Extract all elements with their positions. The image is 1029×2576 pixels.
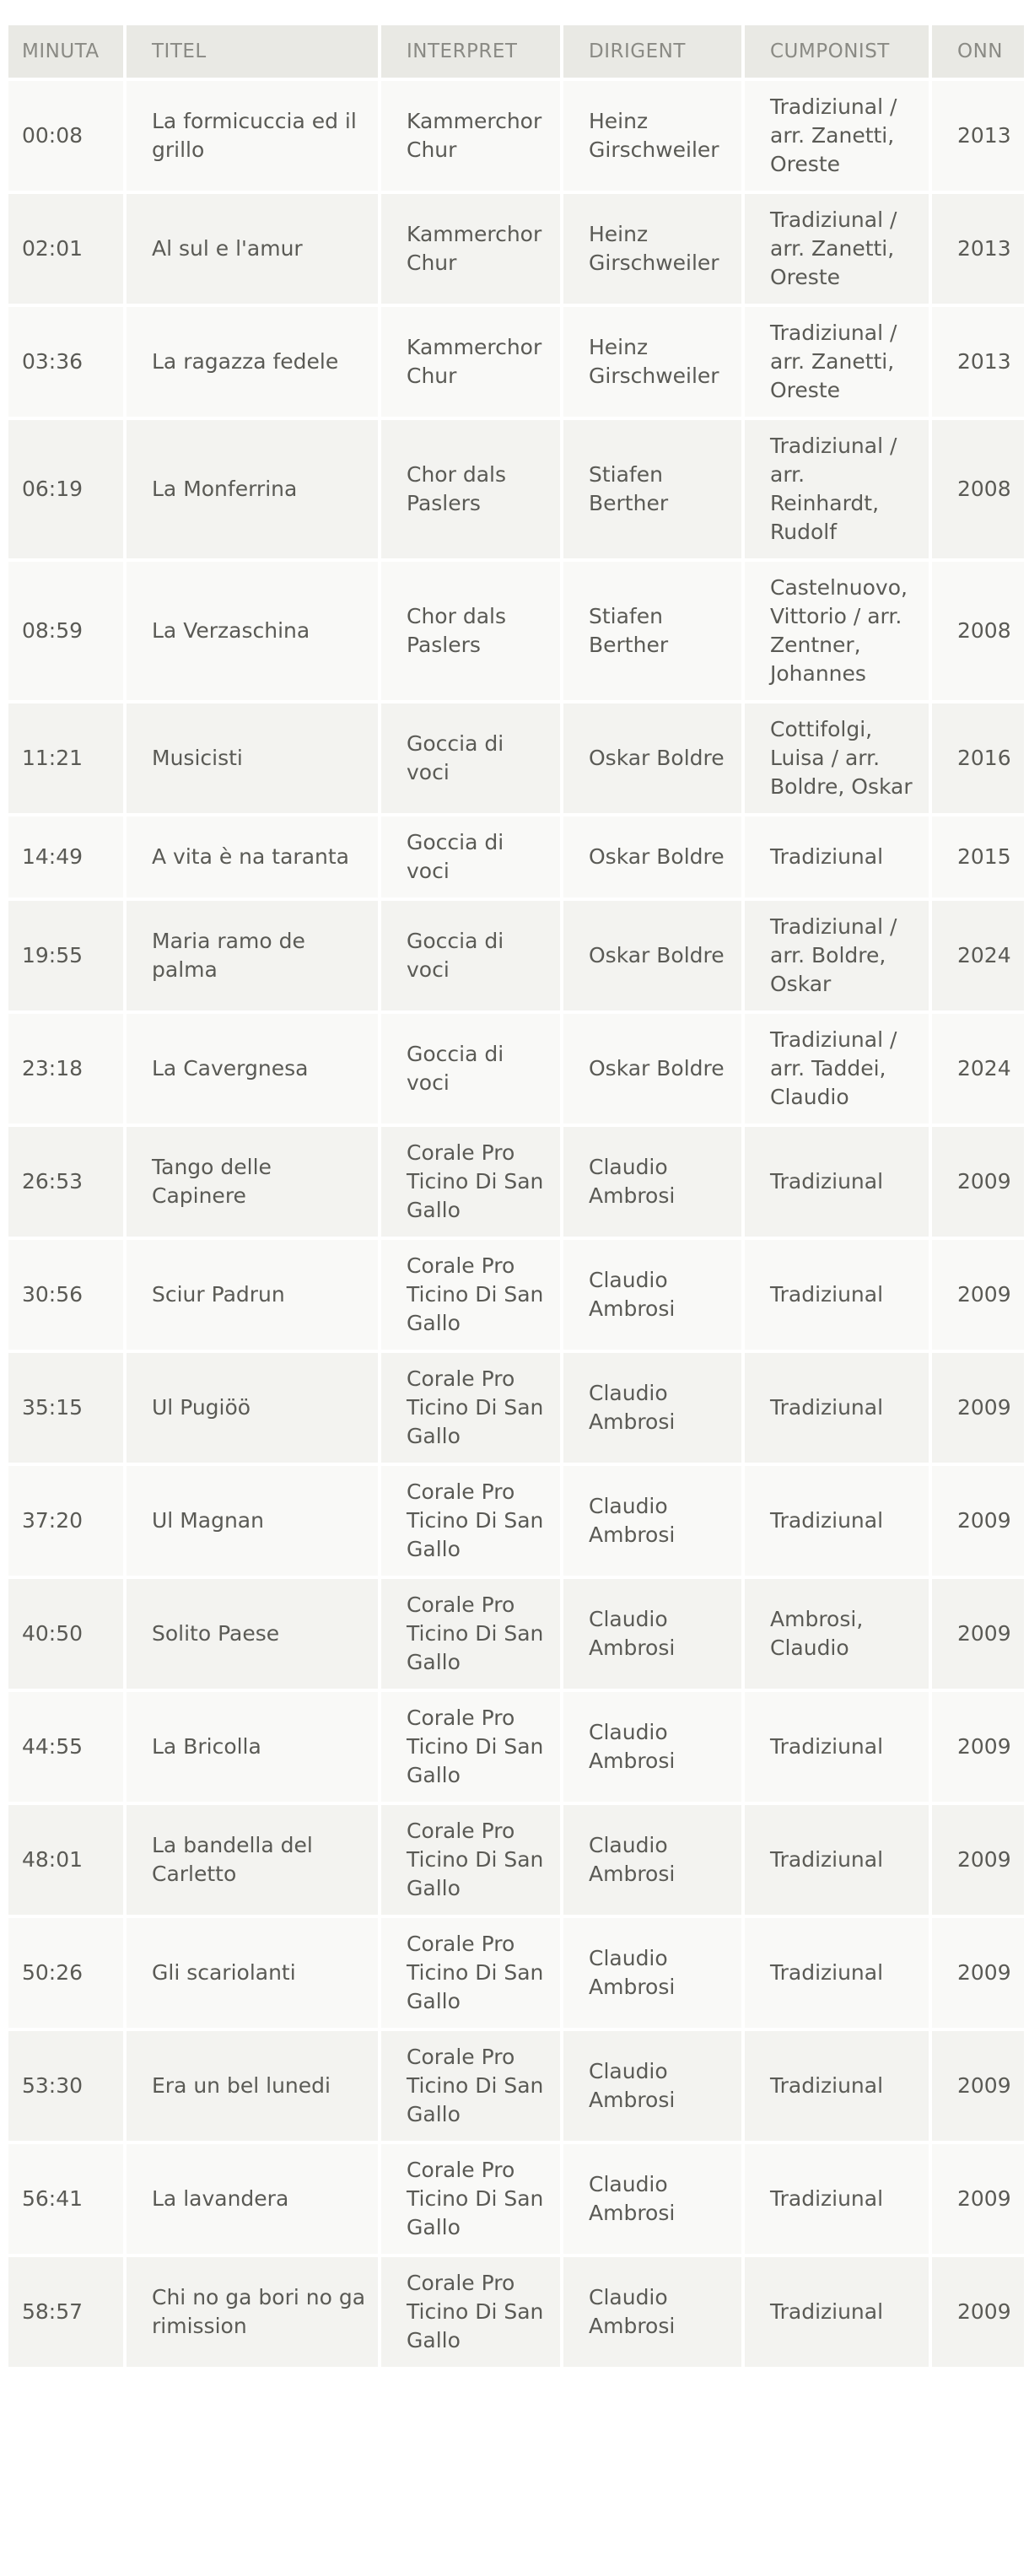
cell-onn: 2024 <box>932 1014 1024 1124</box>
cell-dirigent: Oskar Boldre <box>563 1014 741 1124</box>
table-row[interactable] <box>8 562 1024 700</box>
cell-interpret: Chor dals Paslers <box>381 420 560 558</box>
cell-dirigent: Claudio Ambrosi <box>563 1353 741 1463</box>
cell-minuta: 19:55 <box>8 901 123 1010</box>
cell-dirigent: Oskar Boldre <box>563 703 741 813</box>
cell-onn: 2009 <box>932 1466 1024 1576</box>
cell-interpret: Kammerchor Chur <box>381 307 560 417</box>
cell-dirigent: Claudio Ambrosi <box>563 1240 741 1350</box>
cell-cumponist: Tradiziunal / arr. Zanetti, Oreste <box>745 194 929 304</box>
cell-cumponist: Tradiziunal <box>745 2257 929 2367</box>
cell-interpret: Corale Pro Ticino Di San Gallo <box>381 1918 560 2028</box>
cell-cumponist: Tradiziunal <box>745 816 929 897</box>
cell-titel: Sciur Padrun <box>127 1240 378 1350</box>
cell-titel: La Bricolla <box>127 1692 378 1802</box>
cell-cumponist: Tradiziunal <box>745 1240 929 1350</box>
cell-titel: Era un bel lunedi <box>127 2031 378 2141</box>
cell-dirigent: Heinz Girschweiler <box>563 307 741 417</box>
table-row[interactable] <box>8 816 1024 897</box>
cell-titel: Chi no ga bori no ga rimission <box>127 2257 378 2367</box>
cell-onn: 2009 <box>932 1805 1024 1915</box>
cell-onn: 2013 <box>932 307 1024 417</box>
table-row[interactable] <box>8 81 1024 191</box>
table-row[interactable] <box>8 2031 1024 2141</box>
cell-interpret: Corale Pro Ticino Di San Gallo <box>381 1466 560 1576</box>
cell-onn: 2009 <box>932 2031 1024 2141</box>
cell-onn: 2008 <box>932 420 1024 558</box>
header-dirigent[interactable]: DIRIGENT <box>563 25 741 78</box>
cell-dirigent: Claudio Ambrosi <box>563 2031 741 2141</box>
cell-minuta: 03:36 <box>8 307 123 417</box>
cell-minuta: 44:55 <box>8 1692 123 1802</box>
table-header <box>8 25 1024 78</box>
cell-titel: La Monferrina <box>127 420 378 558</box>
cell-minuta: 40:50 <box>8 1579 123 1689</box>
cell-dirigent: Claudio Ambrosi <box>563 1692 741 1802</box>
cell-dirigent: Claudio Ambrosi <box>563 1579 741 1689</box>
header-minuta[interactable]: MINUTA <box>8 25 123 78</box>
table-row[interactable] <box>8 1805 1024 1915</box>
cell-cumponist: Tradiziunal / arr. Reinhardt, Rudolf <box>745 420 929 558</box>
header-row <box>8 25 1024 78</box>
cell-titel: La lavandera <box>127 2144 378 2254</box>
cell-minuta: 26:53 <box>8 1127 123 1237</box>
table-body <box>8 81 1024 2367</box>
cell-cumponist: Tradiziunal / arr. Boldre, Oskar <box>745 901 929 1010</box>
cell-minuta: 37:20 <box>8 1466 123 1576</box>
table-row[interactable] <box>8 1692 1024 1802</box>
cell-minuta: 23:18 <box>8 1014 123 1124</box>
cell-cumponist: Tradiziunal <box>745 1918 929 2028</box>
cell-interpret: Corale Pro Ticino Di San Gallo <box>381 1240 560 1350</box>
header-interpret[interactable]: INTERPRET <box>381 25 560 78</box>
cell-minuta: 06:19 <box>8 420 123 558</box>
cell-interpret: Goccia di voci <box>381 901 560 1010</box>
playlist-table <box>5 22 1027 2370</box>
cell-onn: 2024 <box>932 901 1024 1010</box>
cell-titel: Tango delle Capinere <box>127 1127 378 1237</box>
cell-titel: Gli scariolanti <box>127 1918 378 2028</box>
cell-interpret: Goccia di voci <box>381 703 560 813</box>
cell-dirigent: Oskar Boldre <box>563 816 741 897</box>
cell-dirigent: Claudio Ambrosi <box>563 2257 741 2367</box>
cell-titel: Al sul e l'amur <box>127 194 378 304</box>
cell-titel: Musicisti <box>127 703 378 813</box>
cell-minuta: 53:30 <box>8 2031 123 2141</box>
cell-minuta: 50:26 <box>8 1918 123 2028</box>
cell-onn: 2009 <box>932 1127 1024 1237</box>
header-cumponist[interactable]: CUMPONIST <box>745 25 929 78</box>
cell-titel: A vita è na taranta <box>127 816 378 897</box>
table-row[interactable] <box>8 194 1024 304</box>
cell-interpret: Corale Pro Ticino Di San Gallo <box>381 2144 560 2254</box>
table-row[interactable] <box>8 1353 1024 1463</box>
table-row[interactable] <box>8 420 1024 558</box>
cell-cumponist: Tradiziunal <box>745 2031 929 2141</box>
header-onn[interactable]: ONN <box>932 25 1024 78</box>
cell-titel: Ul Magnan <box>127 1466 378 1576</box>
cell-minuta: 11:21 <box>8 703 123 813</box>
cell-cumponist: Tradiziunal <box>745 1353 929 1463</box>
cell-minuta: 02:01 <box>8 194 123 304</box>
cell-titel: Ul Pugiöö <box>127 1353 378 1463</box>
cell-interpret: Corale Pro Ticino Di San Gallo <box>381 1805 560 1915</box>
cell-onn: 2009 <box>932 1692 1024 1802</box>
cell-onn: 2009 <box>932 2257 1024 2367</box>
cell-onn: 2009 <box>932 1240 1024 1350</box>
cell-minuta: 35:15 <box>8 1353 123 1463</box>
cell-cumponist: Tradiziunal / arr. Zanetti, Oreste <box>745 307 929 417</box>
cell-onn: 2008 <box>932 562 1024 700</box>
cell-titel: La ragazza fedele <box>127 307 378 417</box>
table-row[interactable] <box>8 1579 1024 1689</box>
table-row[interactable] <box>8 1127 1024 1237</box>
cell-interpret: Corale Pro Ticino Di San Gallo <box>381 1353 560 1463</box>
cell-interpret: Corale Pro Ticino Di San Gallo <box>381 1579 560 1689</box>
cell-cumponist: Tradiziunal <box>745 1466 929 1576</box>
cell-interpret: Goccia di voci <box>381 816 560 897</box>
table-row[interactable] <box>8 901 1024 1010</box>
cell-minuta: 56:41 <box>8 2144 123 2254</box>
cell-dirigent: Claudio Ambrosi <box>563 2144 741 2254</box>
cell-interpret: Goccia di voci <box>381 1014 560 1124</box>
cell-interpret: Corale Pro Ticino Di San Gallo <box>381 1127 560 1237</box>
cell-minuta: 14:49 <box>8 816 123 897</box>
cell-dirigent: Stiafen Berther <box>563 562 741 700</box>
cell-interpret: Kammerchor Chur <box>381 81 560 191</box>
cell-cumponist: Tradiziunal <box>745 1805 929 1915</box>
cell-onn: 2009 <box>932 1918 1024 2028</box>
cell-titel: La bandella del Carletto <box>127 1805 378 1915</box>
cell-cumponist: Tradiziunal <box>745 1127 929 1237</box>
cell-dirigent: Oskar Boldre <box>563 901 741 1010</box>
cell-cumponist: Ambrosi, Claudio <box>745 1579 929 1689</box>
cell-minuta: 48:01 <box>8 1805 123 1915</box>
cell-interpret: Corale Pro Ticino Di San Gallo <box>381 2257 560 2367</box>
cell-titel: La Cavergnesa <box>127 1014 378 1124</box>
table-row[interactable] <box>8 703 1024 813</box>
cell-onn: 2013 <box>932 81 1024 191</box>
table-row[interactable] <box>8 307 1024 417</box>
cell-cumponist: Tradiziunal / arr. Taddei, Claudio <box>745 1014 929 1124</box>
cell-minuta: 30:56 <box>8 1240 123 1350</box>
cell-interpret: Chor dals Paslers <box>381 562 560 700</box>
cell-titel: Maria ramo de palma <box>127 901 378 1010</box>
cell-onn: 2015 <box>932 816 1024 897</box>
cell-cumponist: Castelnuovo, Vittorio / arr. Zentner, Johannes <box>745 562 929 700</box>
table-row[interactable] <box>8 1466 1024 1576</box>
cell-dirigent: Claudio Ambrosi <box>563 1805 741 1915</box>
cell-onn: 2009 <box>932 1353 1024 1463</box>
cell-minuta: 00:08 <box>8 81 123 191</box>
cell-cumponist: Tradiziunal <box>745 1692 929 1802</box>
cell-minuta: 08:59 <box>8 562 123 700</box>
cell-onn: 2009 <box>932 2144 1024 2254</box>
cell-interpret: Kammerchor Chur <box>381 194 560 304</box>
table-row[interactable] <box>8 2144 1024 2254</box>
cell-minuta: 58:57 <box>8 2257 123 2367</box>
cell-titel: La formicuccia ed il grillo <box>127 81 378 191</box>
cell-cumponist: Tradiziunal / arr. Zanetti, Oreste <box>745 81 929 191</box>
header-titel[interactable]: TITEL <box>127 25 378 78</box>
cell-onn: 2009 <box>932 1579 1024 1689</box>
table-row[interactable] <box>8 2257 1024 2367</box>
cell-cumponist: Cottifolgi, Luisa / arr. Boldre, Oskar <box>745 703 929 813</box>
cell-dirigent: Heinz Girschweiler <box>563 81 741 191</box>
cell-onn: 2016 <box>932 703 1024 813</box>
cell-dirigent: Stiafen Berther <box>563 420 741 558</box>
cell-dirigent: Claudio Ambrosi <box>563 1466 741 1576</box>
table-row[interactable] <box>8 1014 1024 1124</box>
table-row[interactable] <box>8 1240 1024 1350</box>
cell-interpret: Corale Pro Ticino Di San Gallo <box>381 2031 560 2141</box>
cell-dirigent: Claudio Ambrosi <box>563 1127 741 1237</box>
cell-dirigent: Claudio Ambrosi <box>563 1918 741 2028</box>
table-row[interactable] <box>8 1918 1024 2028</box>
cell-titel: Solito Paese <box>127 1579 378 1689</box>
cell-dirigent: Heinz Girschweiler <box>563 194 741 304</box>
cell-onn: 2013 <box>932 194 1024 304</box>
cell-titel: La Verzaschina <box>127 562 378 700</box>
cell-cumponist: Tradiziunal <box>745 2144 929 2254</box>
cell-interpret: Corale Pro Ticino Di San Gallo <box>381 1692 560 1802</box>
